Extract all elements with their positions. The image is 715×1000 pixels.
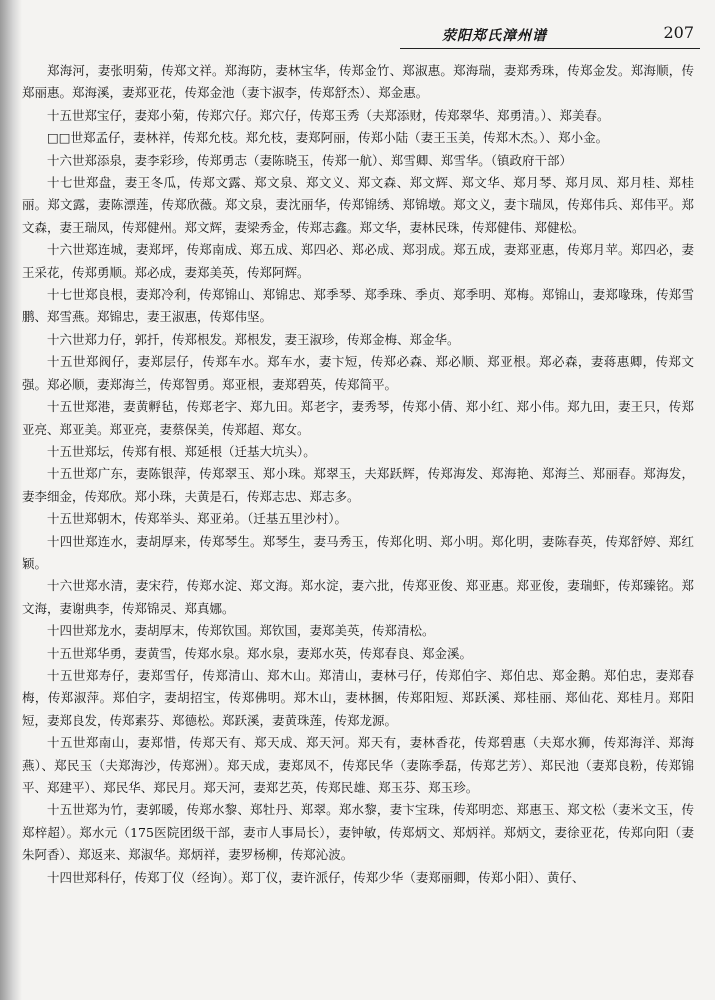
page-number: 207 bbox=[663, 23, 694, 42]
paragraph: 十五世郑港，妻黄孵毡，传郑老字、郑九田。郑老字，妻秀琴，传郑小倩、郑小红、郑小伟。郑九田，妻王只，传郑亚亮、郑亚美。郑亚亮，妻蔡保美，传郑超、郑女。 bbox=[22, 399, 694, 437]
paragraph: □□世郑孟仔，妻林祥，传郑允枝。郑允枝，妻郑阿丽，传郑小陆（妻王玉美，传郑木杰。）、郑小金。 bbox=[47, 130, 609, 146]
paragraph: 十五世郑为竹，妻郭暖，传郑水黎、郑牡丹、郑翠。郑水黎，妻卞宝珠，传郑明恋、郑惠玉、郑文松（妻米文玉，传郑梓超）。郑水元（175医院团级干部，妻市人事局长），妻钟敏，传郑炳文、郑炳祥。郑炳文，妻徐亚花，传郑向阳（妻朱阿香）、郑返来、郑淑华。郑炳祥，妻罗杨柳，传郑沁波。 bbox=[22, 802, 694, 863]
paragraph: 十五世郑华勇，妻黄雪，传郑水泉。郑水泉，妻郑水英，传郑春良、郑金溪。 bbox=[47, 645, 473, 661]
paragraph: 十五世郑寿仔，妻郑雪仔，传郑清山、郑木山。郑清山，妻林弓仔，传郑伯字、郑伯忠、郑金鹅。郑伯忠，妻郑春梅，传郑淑萍。郑伯字，妻胡招宝，传郑佛明。郑木山，妻林捆，传郑阳短、郑跃溪、郑桂丽、郑仙花、郑桂月。郑阳短，妻郑良发，传郑素芬、郑德松。郑跃溪，妻黄珠莲，传郑龙源。 bbox=[22, 667, 694, 728]
paragraph: 郑海河，妻张明菊，传郑文祥。郑海防，妻林宝华，传郑金竹、郑淑惠。郑海瑞，妻郑秀珠，传郑金发。郑海顺，传郑丽惠。郑海溪，妻郑亚花，传郑金池（妻卞淑李，传郑舒杰）、郑金惠。 bbox=[22, 63, 694, 101]
paragraph: 十六世郑连城，妻郑坪，传郑南成、郑五成、郑四必、郑必成、郑羽成。郑五成，妻郑亚惠，传郑月苹。郑四必，妻王采花，传郑勇顺。郑必成，妻郑美英，传郑阿辉。 bbox=[22, 242, 694, 280]
paragraph: 十六世郑力仔，郭扦，传郑根发。郑根发，妻王淑珍，传郑金梅、郑金华。 bbox=[47, 331, 460, 347]
paragraph: 十四世郑连水，妻胡厚来，传郑琴生。郑琴生，妻马秀玉，传郑化明、郑小明。郑化明，妻陈春英，传郑舒婷、郑红颖。 bbox=[22, 533, 694, 571]
paragraph: 十四世郑龙水，妻胡厚末，传郑钦国。郑钦国，妻郑美英，传郑清松。 bbox=[47, 623, 435, 639]
paragraph: 十六世郑添泉，妻李彩珍，传郑勇志（妻陈晓玉，传郑一航）、郑雪卿、郑雪华。（镇政府干部） bbox=[47, 152, 573, 168]
page-header bbox=[400, 18, 700, 49]
paragraph: 十五世郑南山，妻郑惜，传郑天有、郑天成、郑天河。郑天有，妻林香花，传郑碧惠（夫郑水狮，传郑海洋、郑海燕）、郑民玉（夫郑海沙，传郑洲）。郑天成，妻郑凤不，传郑民华（妻陈季磊，传郑艺芳）、郑民池（妻郑良粉，传郑锦平、郑建平）、郑民华、郑民月。郑天河，妻郑艺英，传郑民雄、郑玉芬、郑玉珍。 bbox=[22, 735, 694, 795]
genealogy-text bbox=[22, 60, 694, 889]
paragraph: 十五世郑坛，传郑有根、郑延根（迁基大坑头）。 bbox=[47, 443, 316, 459]
running-title: 荥阳郑氏漳州谱 bbox=[442, 28, 547, 44]
paragraph: 十七世郑良根，妻郑冷利，传郑锦山、郑锦忠、郑季琴、郑季珠、季贞、郑季明、郑梅。郑锦山，妻郑喙珠，传郑雪鹏、郑雪燕。郑锦忠，妻王淑惠，传郑伟坚。 bbox=[22, 287, 694, 325]
paragraph: 十七世郑盘，妻王冬瓜，传郑文露、郑文泉、郑文义、郑文森、郑文辉、郑文华、郑月琴、郑月凤、郑月桂、郑桂丽。郑文露，妻陈漂莲，传郑欣薇。郑文泉，妻沈丽华，传郑锦绣、郑锦墩。郑文义，妻卞瑞凤，传郑伟兵、郑伟平。郑文森，妻王瑞凤，传郑健州。郑文辉，妻梁秀金，传郑志鑫。郑文华，妻林民珠，传郑健伟、郑健松。 bbox=[22, 175, 694, 235]
paragraph: 十五世郑广东，妻陈银萍，传郑翠玉、郑小珠。郑翠玉，夫郑跃辉，传郑海发、郑海艳、郑海兰、郑丽春。郑海发，妻李细金，传郑欣。郑小珠，夫黄是石，传郑志忠、郑志多。 bbox=[22, 466, 694, 504]
scan-edge-shadow bbox=[0, 0, 22, 1000]
paragraph: 十五世郑朝木，传郑举头、郑亚弟。（迁基五里沙村）。 bbox=[47, 511, 348, 527]
paragraph: 十六世郑水清，妻宋荇，传郑水淀、郑文海。郑水淀，妻六批，传郑亚俊、郑亚惠。郑亚俊，妻瑞虾，传郑臻铭。郑文海，妻谢典李，传郑锦灵、郑真娜。 bbox=[22, 578, 694, 616]
paragraph: 十五世郑阀仔，妻郑层仔，传郑车水。郑车水，妻卞短，传郑必森、郑必顺、郑亚根。郑必森，妻蒋惠卿，传郑文强。郑必顺，妻郑海兰，传郑智勇。郑亚根，妻郑碧英，传郑简平。 bbox=[22, 354, 694, 392]
paragraph: 十五世郑宝仔，妻郑小菊，传郑穴仔。郑穴仔，传郑玉秀（夫郑添财，传郑翠华、郑勇清。）、郑美春。 bbox=[47, 107, 610, 123]
paragraph: 十四世郑科仔，传郑丁仪（经询）。郑丁仪，妻许派仔，传郑少华（妻郑丽卿，传郑小阳）、黄仔、 bbox=[47, 869, 585, 885]
